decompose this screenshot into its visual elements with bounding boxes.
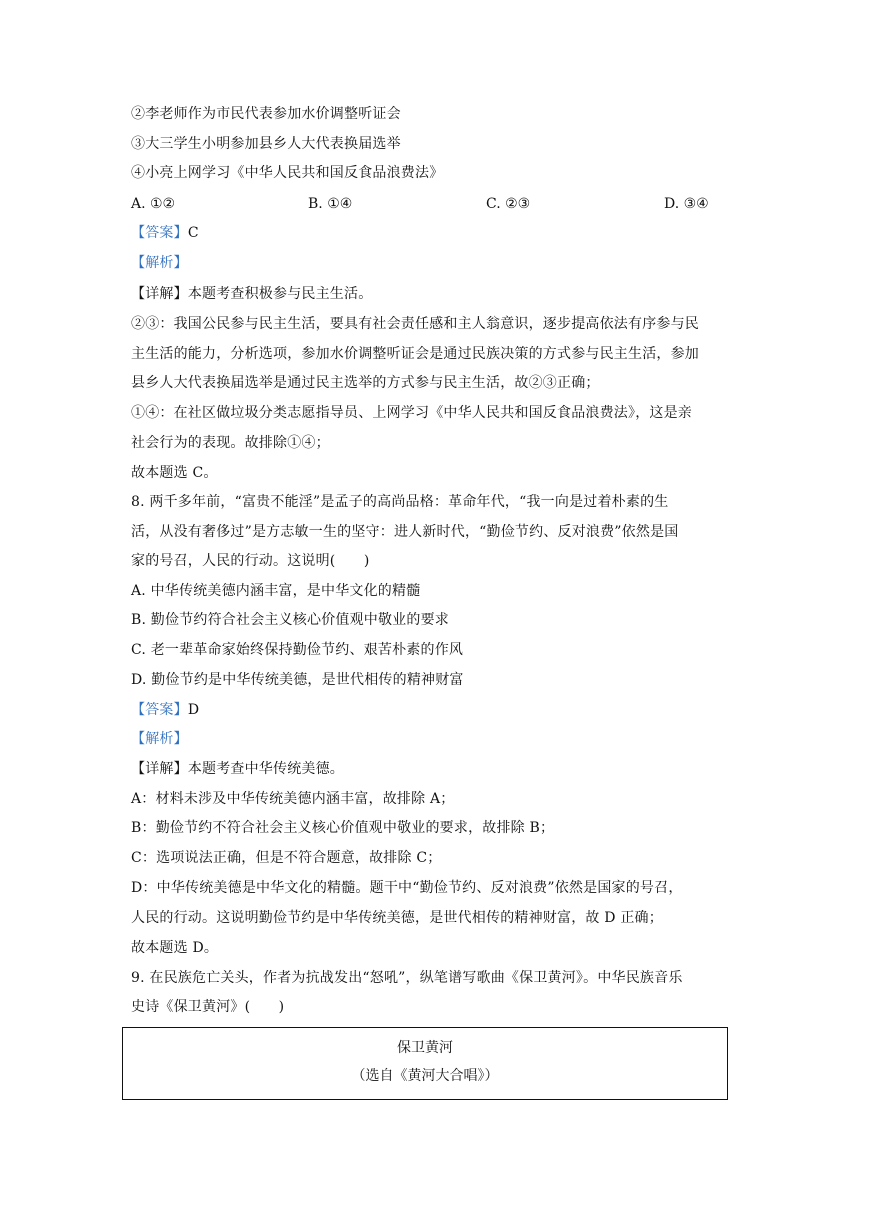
q7-stem-2: ②李老师作为市民代表参加水价调整听证会 <box>131 106 401 122</box>
q7-option-d: D. ③④ <box>664 196 709 212</box>
detail-tag: 【详解】 <box>131 286 188 302</box>
q7-detail-line-3: 主生活的能力，分析选项，参加水价调整听证会是通过民族决策的方式参与民主生活，参加 <box>131 346 699 362</box>
detail-tag: 【详解】 <box>131 761 188 777</box>
q8-detail-line-3: B：勤俭节约不符合社会主义核心价值观中敬业的要求，故排除 B； <box>131 820 555 836</box>
q8-analysis-tag: 【解析】 <box>131 731 188 747</box>
q7-detail-line-6: 社会行为的表现。故排除①④； <box>131 435 330 451</box>
q7-option-b: B. ①④ <box>308 196 353 212</box>
q8-option-d: D. 勤俭节约是中华传统美德，是世代相传的精神财富 <box>131 672 464 688</box>
lyrics-box-subtitle: （选自《黄河大合唱》） <box>351 1068 499 1084</box>
q7-option-c: C. ②③ <box>486 196 531 212</box>
q8-detail-line-7: 故本题选 D。 <box>131 940 219 956</box>
q8-stem-line-1: 8. 两千多年前，“富贵不能淫”是孟子的高尚品格：革命年代，“我一向是过着朴素的生 <box>131 494 669 510</box>
q8-stem-line-2: 活，从没有奢侈过”是方志敏一生的坚守：进人新时代，“勤俭节约、反对浪费”依然是国 <box>131 524 679 540</box>
q8-answer-value: D <box>187 702 200 718</box>
q8-option-b: B. 勤俭节约符合社会主义核心价值观中敬业的要求 <box>131 612 449 628</box>
q9-stem-line-2: 史诗《保卫黄河》( ) <box>131 999 285 1015</box>
q7-detail-line-4: 县乡人大代表换届选举是通过民主选举的方式参与民主生活，故②③正确； <box>131 375 600 391</box>
q7-answer-line <box>131 223 199 243</box>
lyrics-box <box>122 1027 728 1100</box>
q8-detail-text-1: 本题考查中华传统美德。 <box>187 761 345 777</box>
q7-detail-line-5: ①④：在社区做垃圾分类志愿指导员、上网学习《中华人民共和国反食品浪费法》，这是亲 <box>131 405 692 421</box>
q8-answer-line <box>131 700 199 720</box>
q7-detail-line-1 <box>131 284 372 304</box>
q8-option-c: C. 老一辈革命家始终保持勤俭节约、艰苦朴素的作风 <box>131 642 464 658</box>
q7-detail-line-2: ②③：我国公民参与民主生活，要具有社会责任感和主人翁意识，逐步提高依法有序参与民 <box>131 316 699 332</box>
q7-analysis-tag: 【解析】 <box>131 255 188 271</box>
q7-detail-text-1: 本题考查积极参与民主生活。 <box>187 286 373 302</box>
q8-option-a: A. 中华传统美德内涵丰富，是中华文化的精髓 <box>131 583 421 599</box>
q7-stem-3: ③大三学生小明参加县乡人大代表换届选举 <box>131 136 401 152</box>
q7-stem-4: ④小亮上网学习《中华人民共和国反食品浪费法》 <box>131 165 444 181</box>
q8-detail-line-6: 人民的行动。这说明勤俭节约是中华传统美德，是世代相传的精神财富，故 D 正确； <box>131 910 663 926</box>
answer-tag: 【答案】 <box>131 225 188 241</box>
q8-detail-line-5: D：中华传统美德是中华文化的精髓。题干中“勤俭节约、反对浪费”依然是国家的号召， <box>131 880 683 896</box>
q8-stem-line-3: 家的号召，人民的行动。这说明( ) <box>131 553 370 569</box>
q7-detail-line-7: 故本题选 C。 <box>131 465 218 481</box>
q8-detail-line-4: C：选项说法正确，但是不符合题意，故排除 C； <box>131 850 442 866</box>
q7-answer-value: C <box>187 225 199 241</box>
q8-detail-line-1 <box>131 759 344 779</box>
q8-detail-line-2: A：材料未涉及中华传统美德内涵丰富，故排除 A； <box>131 791 455 807</box>
q9-stem-line-1: 9. 在民族危亡关头，作者为抗战发出“怒吼”，纵笔谱写歌曲《保卫黄河》。中华民族音乐 <box>131 970 683 986</box>
q7-option-a: A. ①② <box>131 196 176 212</box>
answer-tag: 【答案】 <box>131 702 188 718</box>
lyrics-box-title: 保卫黄河 <box>397 1040 453 1056</box>
